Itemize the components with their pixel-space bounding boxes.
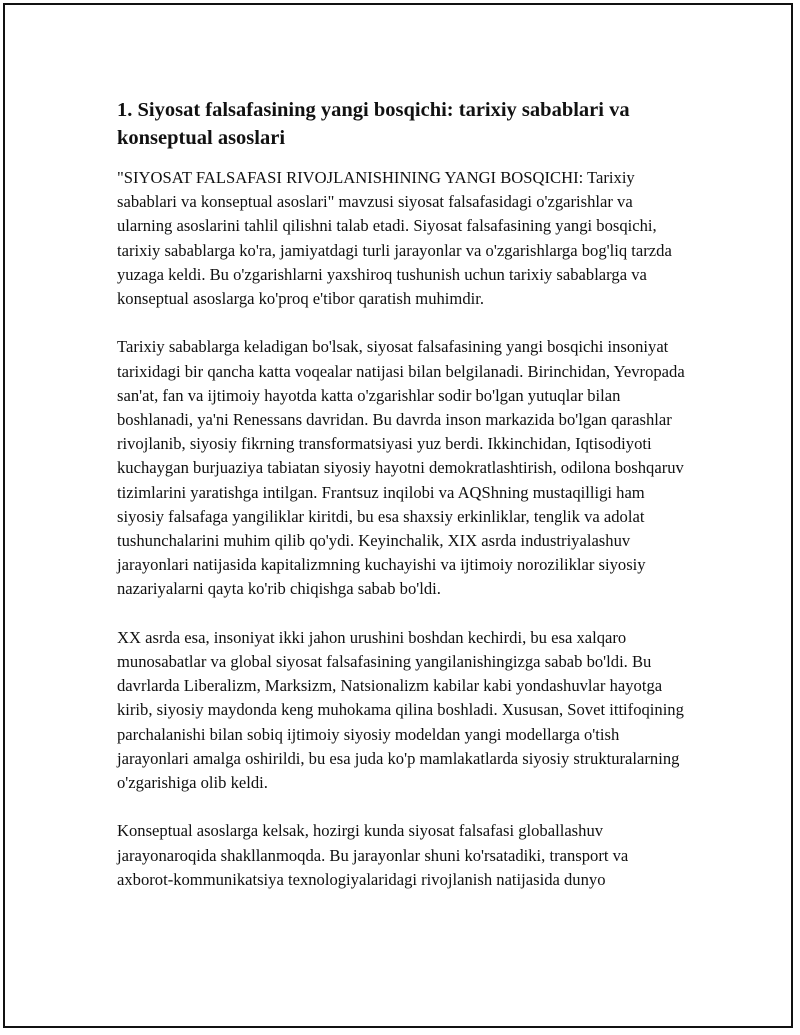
document-body xyxy=(117,96,687,916)
paragraph-twentieth-century: XX asrda esa, insoniyat ikki jahon urushini boshdan kechirdi, bu esa xalqaro munosabatlar va global siyosat falsafasining yangilanishingizga sabab bo'ldi. Bu davrlarda Liberalizm, Marksizm, Natsionalizm kabilar kabi yondashuvlar hayotga kirib, siyosiy maydonda keng muhokama qilina boshladi. Xususan, Sovet ittifoqining parchalanishi bilan sobiq ijtimoiy siyosiy modeldan yangi modellarga o'tish jarayonlari amalga oshirildi, bu esa juda ko'p mamlakatlarda siyosiy strukturalarning o'zgarishiga olib keldi. xyxy=(117,627,684,793)
paragraph-historical-reasons: Tarixiy sabablarga keladigan bo'lsak, siyosat falsafasining yangi bosqichi insoniyat tarixidagi bir qancha katta voqealar natijasi bilan belgilanadi. Birinchidan, Yevropada san'at, fan va ijtimoiy hayotda katta o'zgarishlar sodir bo'lgan yutuqlar bilan boshlanadi, ya'ni Renessans davridan. Bu davrda inson markazida bo'lgan qarashlar rivojlanib, siyosiy fikrning transformatsiyasi yuz berdi. Ikkinchidan, Iqtisodiyoti kuchaygan burjuaziya tabiatan siyosiy hayotni demokratlashtirish, odilona boshqaruv tizimlarini yaratishga intilgan. Frantsuz inqilobi va AQShning mustaqilligi ham siyosiy falsafaga yangiliklar kiritdi, bu esa shaxsiy erkinliklar, tenglik va adolat tushunchalarini muhim qilib qo'ydi. Keyinchalik, XIX asrda industriyalashuv jarayonlari natijasida kapitalizmning kuchayishi va ijtimoiy noroziliklar siyosiy nazariyalarni qayta ko'rib chiqishga sabab bo'ldi. xyxy=(117,337,685,599)
section-heading: 1. Siyosat falsafasining yangi bosqichi: tarixiy sabablari va konseptual asoslari xyxy=(117,99,630,149)
paragraph-conceptual-foundations: Konseptual asoslarga kelsak, hozirgi kunda siyosat falsafasi globallashuv jarayonaroqida shakllanmoqda. Bu jarayonlar shuni ko'rsatadiki, transport va axborot-kommunikatsiya texnologiyalaridagi rivojlanish natijasida dunyo xyxy=(117,821,629,889)
paragraph-intro: "SIYOSAT FALSAFASI RIVOJLANISHINING YANGI BOSQICHI: Tarixiy sabablari va konseptual asoslari" mavzusi siyosat falsafasidagi o'zgarishlar va ularning asoslarini tahlil qilishni talab etadi. Siyosat falsafasining yangi bosqichi, tarixiy sabablarga ko'ra, jamiyatdagi turli jarayonlar va o'zgarishlarga bog'liq tarzda yuzaga keldi. Bu o'zgarishlarni yaxshiroq tushunish uchun tarixiy sabablarga va konseptual asoslarga ko'proq e'tibor qaratish muhimdir. xyxy=(117,168,672,309)
